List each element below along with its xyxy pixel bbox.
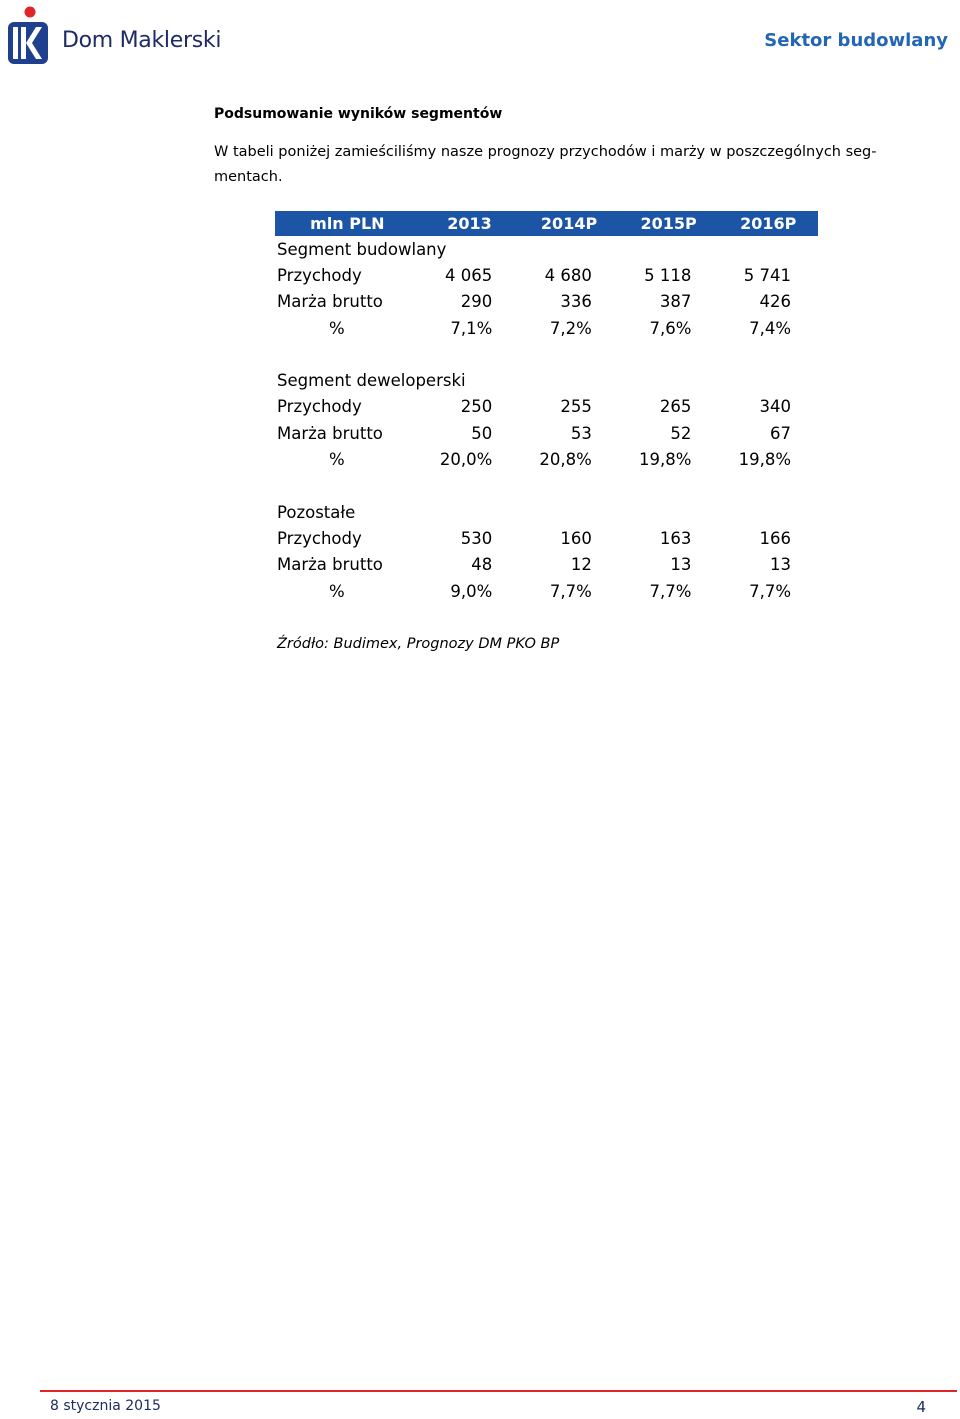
table-row	[275, 394, 818, 420]
table-cell: 19,8%	[738, 450, 791, 470]
table-cell: 7,4%	[749, 318, 791, 338]
table-cell: 50	[471, 423, 493, 443]
table-cell: 19,8%	[638, 450, 692, 470]
spacer-row	[275, 341, 818, 367]
row-label: Przychody	[277, 265, 362, 285]
segment-row	[275, 236, 818, 262]
table-cell: 7,7%	[549, 581, 592, 601]
table-cell: 290	[460, 292, 493, 312]
row-label: Marża brutto	[277, 292, 383, 312]
row-label: Przychody	[277, 528, 362, 548]
row-label: Marża brutto	[277, 555, 383, 575]
segment-name: Segment budowlany	[277, 239, 447, 259]
table-cell: 67	[770, 423, 791, 443]
intro-paragraph: W tabeli poniżej zamieściliśmy nasze prognozy przychodów i marży w poszczególnych seg-mentach.	[214, 144, 877, 185]
spacer-row	[275, 473, 818, 499]
brand-name: Dom Maklerski	[62, 28, 222, 53]
table-row	[275, 289, 818, 315]
table-cell: 7,7%	[749, 581, 791, 601]
table-cell: 13	[670, 555, 692, 575]
table-row	[275, 578, 818, 604]
table-cell: 336	[560, 292, 592, 312]
column-header: 2015P	[619, 211, 719, 236]
column-header: 2013	[420, 211, 520, 236]
table-row	[275, 420, 818, 446]
table-row	[275, 315, 818, 341]
table-cell: 255	[560, 397, 592, 417]
table-cell: 7,7%	[649, 581, 692, 601]
segment-row	[275, 367, 818, 393]
table-cell: 250	[460, 397, 493, 417]
row-label: %	[329, 318, 345, 338]
table-cell: 52	[670, 423, 692, 443]
table-header-row	[275, 211, 818, 236]
table-cell: 7,2%	[549, 318, 592, 338]
segment-name: Segment deweloperski	[277, 371, 466, 391]
segments-table	[275, 211, 818, 604]
segment-row	[275, 499, 818, 525]
table-source-note: Źródło: Budimex, Prognozy DM PKO BP	[277, 636, 560, 652]
table-cell: 7,6%	[649, 318, 692, 338]
row-label: %	[329, 450, 345, 470]
table-cell: 48	[471, 555, 493, 575]
table-cell: 166	[759, 528, 791, 548]
segment-name: Pozostałe	[277, 502, 356, 522]
table-cell: 265	[659, 397, 692, 417]
table-row	[275, 525, 818, 551]
column-header: mln PLN	[275, 211, 420, 236]
column-header: 2016P	[718, 211, 818, 236]
table-row	[275, 446, 818, 472]
table-cell: 530	[460, 528, 493, 548]
table-cell: 12	[570, 555, 592, 575]
table-cell: 9,0%	[450, 581, 493, 601]
table-cell: 53	[570, 423, 592, 443]
table-row	[275, 552, 818, 578]
table-cell: 160	[560, 528, 592, 548]
section-title: Podsumowanie wyników segmentów	[214, 106, 503, 122]
table-cell: 5 118	[644, 265, 692, 285]
table-cell: 5 741	[743, 265, 791, 285]
footer-divider	[40, 1390, 957, 1392]
row-label: %	[329, 581, 345, 601]
page-number: 4	[916, 1398, 926, 1416]
table-cell: 7,1%	[450, 318, 493, 338]
row-label: Marża brutto	[277, 423, 383, 443]
table-cell: 387	[659, 292, 692, 312]
row-label: Przychody	[277, 397, 362, 417]
table-cell: 13	[770, 555, 791, 575]
footer-date: 8 stycznia 2015	[50, 1398, 161, 1414]
table-cell: 426	[759, 292, 791, 312]
table-cell: 4 680	[544, 265, 592, 285]
table-cell: 4 065	[445, 265, 493, 285]
pko-bp-logo	[6, 4, 50, 66]
table-row	[275, 262, 818, 288]
table-cell: 163	[659, 528, 692, 548]
column-header: 2014P	[519, 211, 619, 236]
sector-title: Sektor budowlany	[764, 30, 948, 51]
table-cell: 20,8%	[539, 450, 592, 470]
table-cell: 20,0%	[439, 450, 493, 470]
table-cell: 340	[759, 397, 791, 417]
